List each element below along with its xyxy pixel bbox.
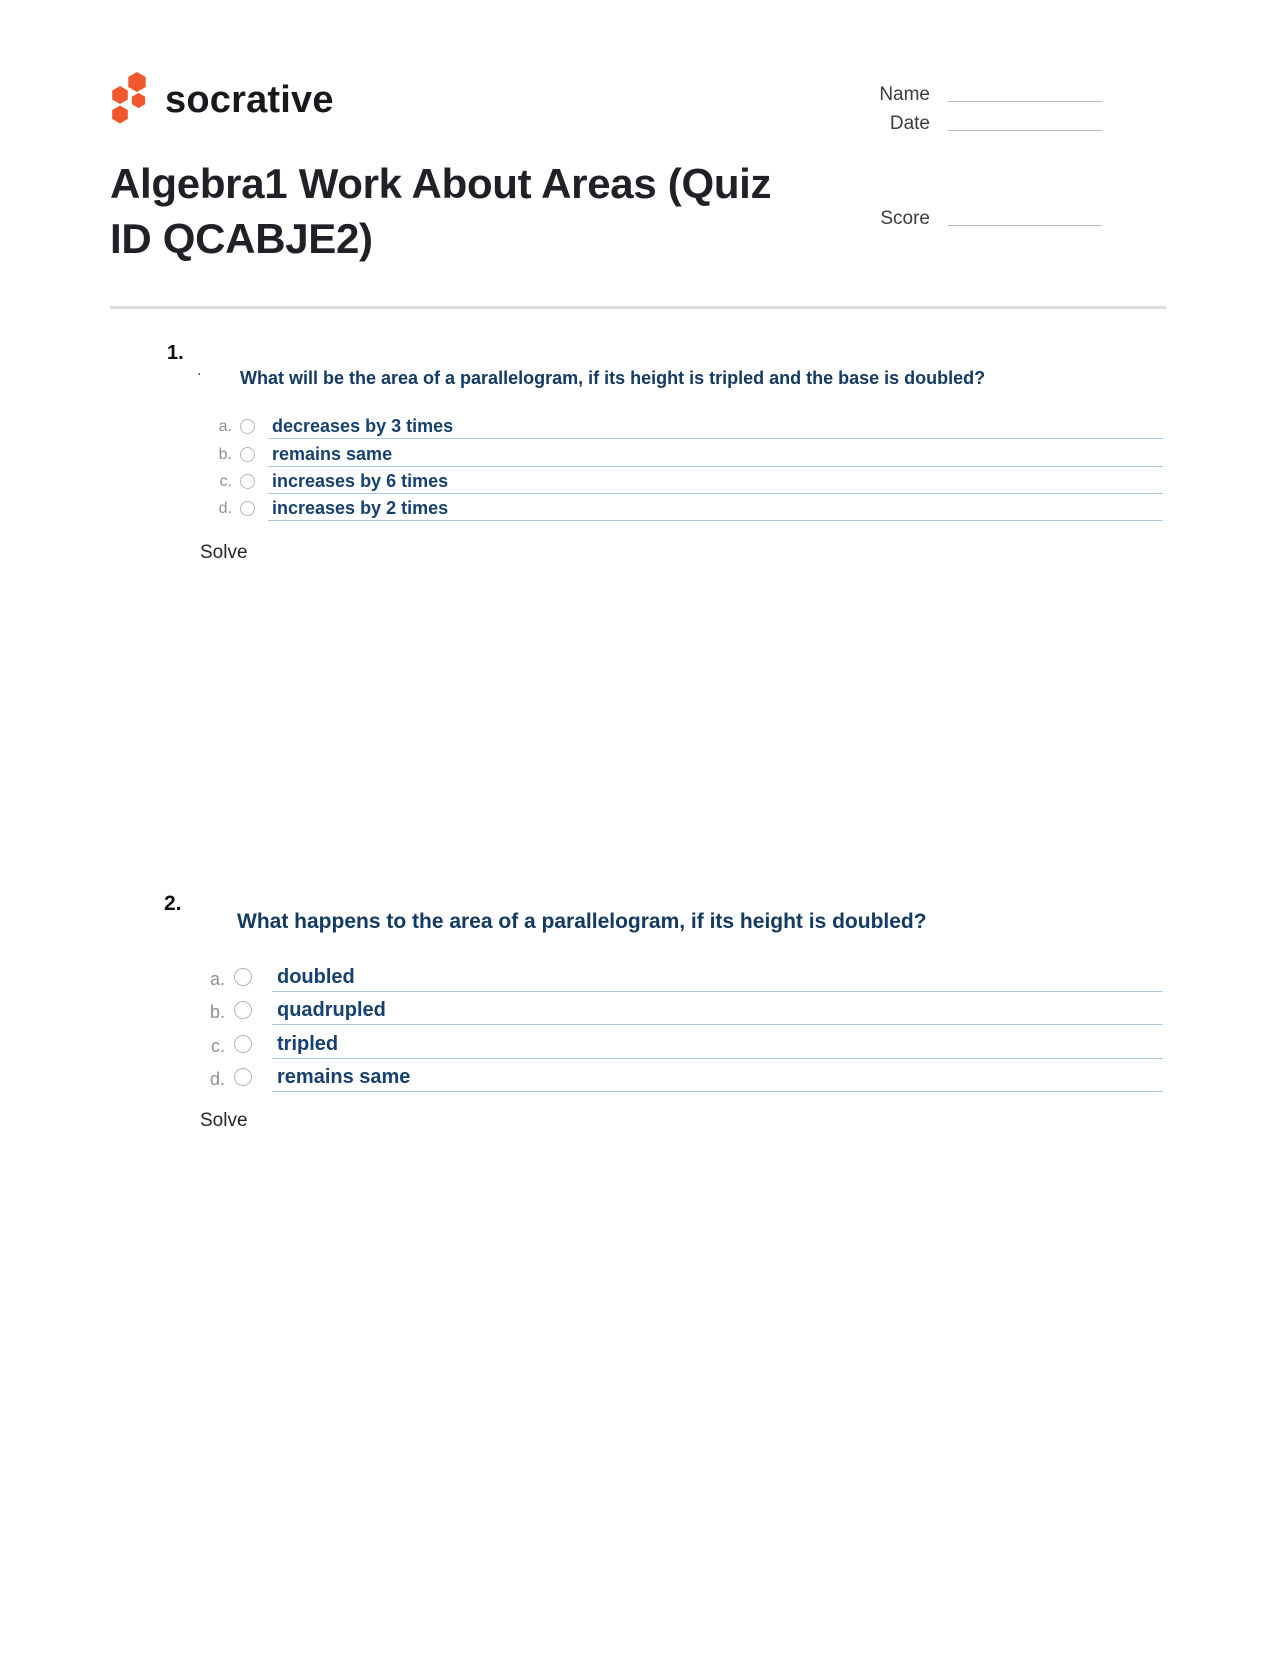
score-input-line[interactable] — [948, 225, 1102, 226]
option-text: tripled — [277, 1033, 339, 1055]
answer-underline — [268, 493, 1163, 494]
option-letter: b. — [218, 446, 232, 463]
socrative-hexagons-icon — [105, 68, 151, 128]
answer-underline — [272, 1058, 1163, 1059]
name-label: Name — [879, 84, 930, 105]
question-2-solve-label: Solve — [200, 1110, 248, 1131]
option-letter: a. — [209, 969, 225, 989]
answer-underline — [268, 438, 1163, 439]
option-letter: c. — [219, 473, 232, 490]
answer-underline — [268, 466, 1163, 467]
socrative-logo — [105, 68, 334, 128]
radio-button-icon[interactable] — [240, 419, 255, 434]
question-2-number: 2. — [164, 892, 182, 915]
option-text: increases by 6 times — [272, 471, 449, 491]
option-text: increases by 2 times — [272, 498, 449, 518]
answer-underline — [272, 991, 1163, 992]
socrative-logo-text: socrative — [165, 78, 334, 121]
answer-underline — [268, 520, 1163, 521]
option-letter: a. — [218, 418, 232, 435]
radio-button-icon[interactable] — [234, 1035, 252, 1053]
quiz-title-line2: ID QCABJE2) — [110, 215, 373, 262]
score-label: Score — [880, 208, 930, 229]
radio-button-icon[interactable] — [234, 968, 252, 986]
header-divider — [110, 306, 1166, 309]
radio-button-icon[interactable] — [240, 447, 255, 462]
quiz-title-line1: Algebra1 Work About Areas (Quiz — [110, 160, 772, 207]
radio-button-icon[interactable] — [240, 501, 255, 516]
radio-button-icon[interactable] — [240, 474, 255, 489]
option-letter: d. — [209, 1069, 225, 1089]
option-text: decreases by 3 times — [272, 416, 454, 436]
option-letter: b. — [209, 1002, 225, 1022]
answer-underline — [272, 1024, 1163, 1025]
answer-underline — [272, 1091, 1163, 1092]
option-letter: d. — [218, 500, 232, 517]
option-text: quadrupled — [277, 999, 386, 1021]
option-text: remains same — [277, 1066, 411, 1088]
radio-button-icon[interactable] — [234, 1001, 252, 1019]
question-2-text: What happens to the area of a parallelogram, if its height is doubled? — [237, 910, 927, 933]
question-1-solve-label: Solve — [200, 542, 248, 563]
date-input-line[interactable] — [948, 130, 1102, 131]
question-1-text: What will be the area of a parallelogram, if its height is tripled and the base is doubled? — [240, 368, 986, 388]
option-letter: c. — [210, 1036, 225, 1056]
quiz-title — [110, 156, 771, 266]
radio-button-icon[interactable] — [234, 1068, 252, 1086]
option-text: remains same — [272, 444, 393, 464]
question-1-list-dot: . — [197, 362, 202, 379]
option-text: doubled — [277, 966, 355, 988]
name-input-line[interactable] — [948, 101, 1102, 102]
question-1-number: 1. — [167, 342, 184, 364]
date-label: Date — [889, 113, 930, 134]
